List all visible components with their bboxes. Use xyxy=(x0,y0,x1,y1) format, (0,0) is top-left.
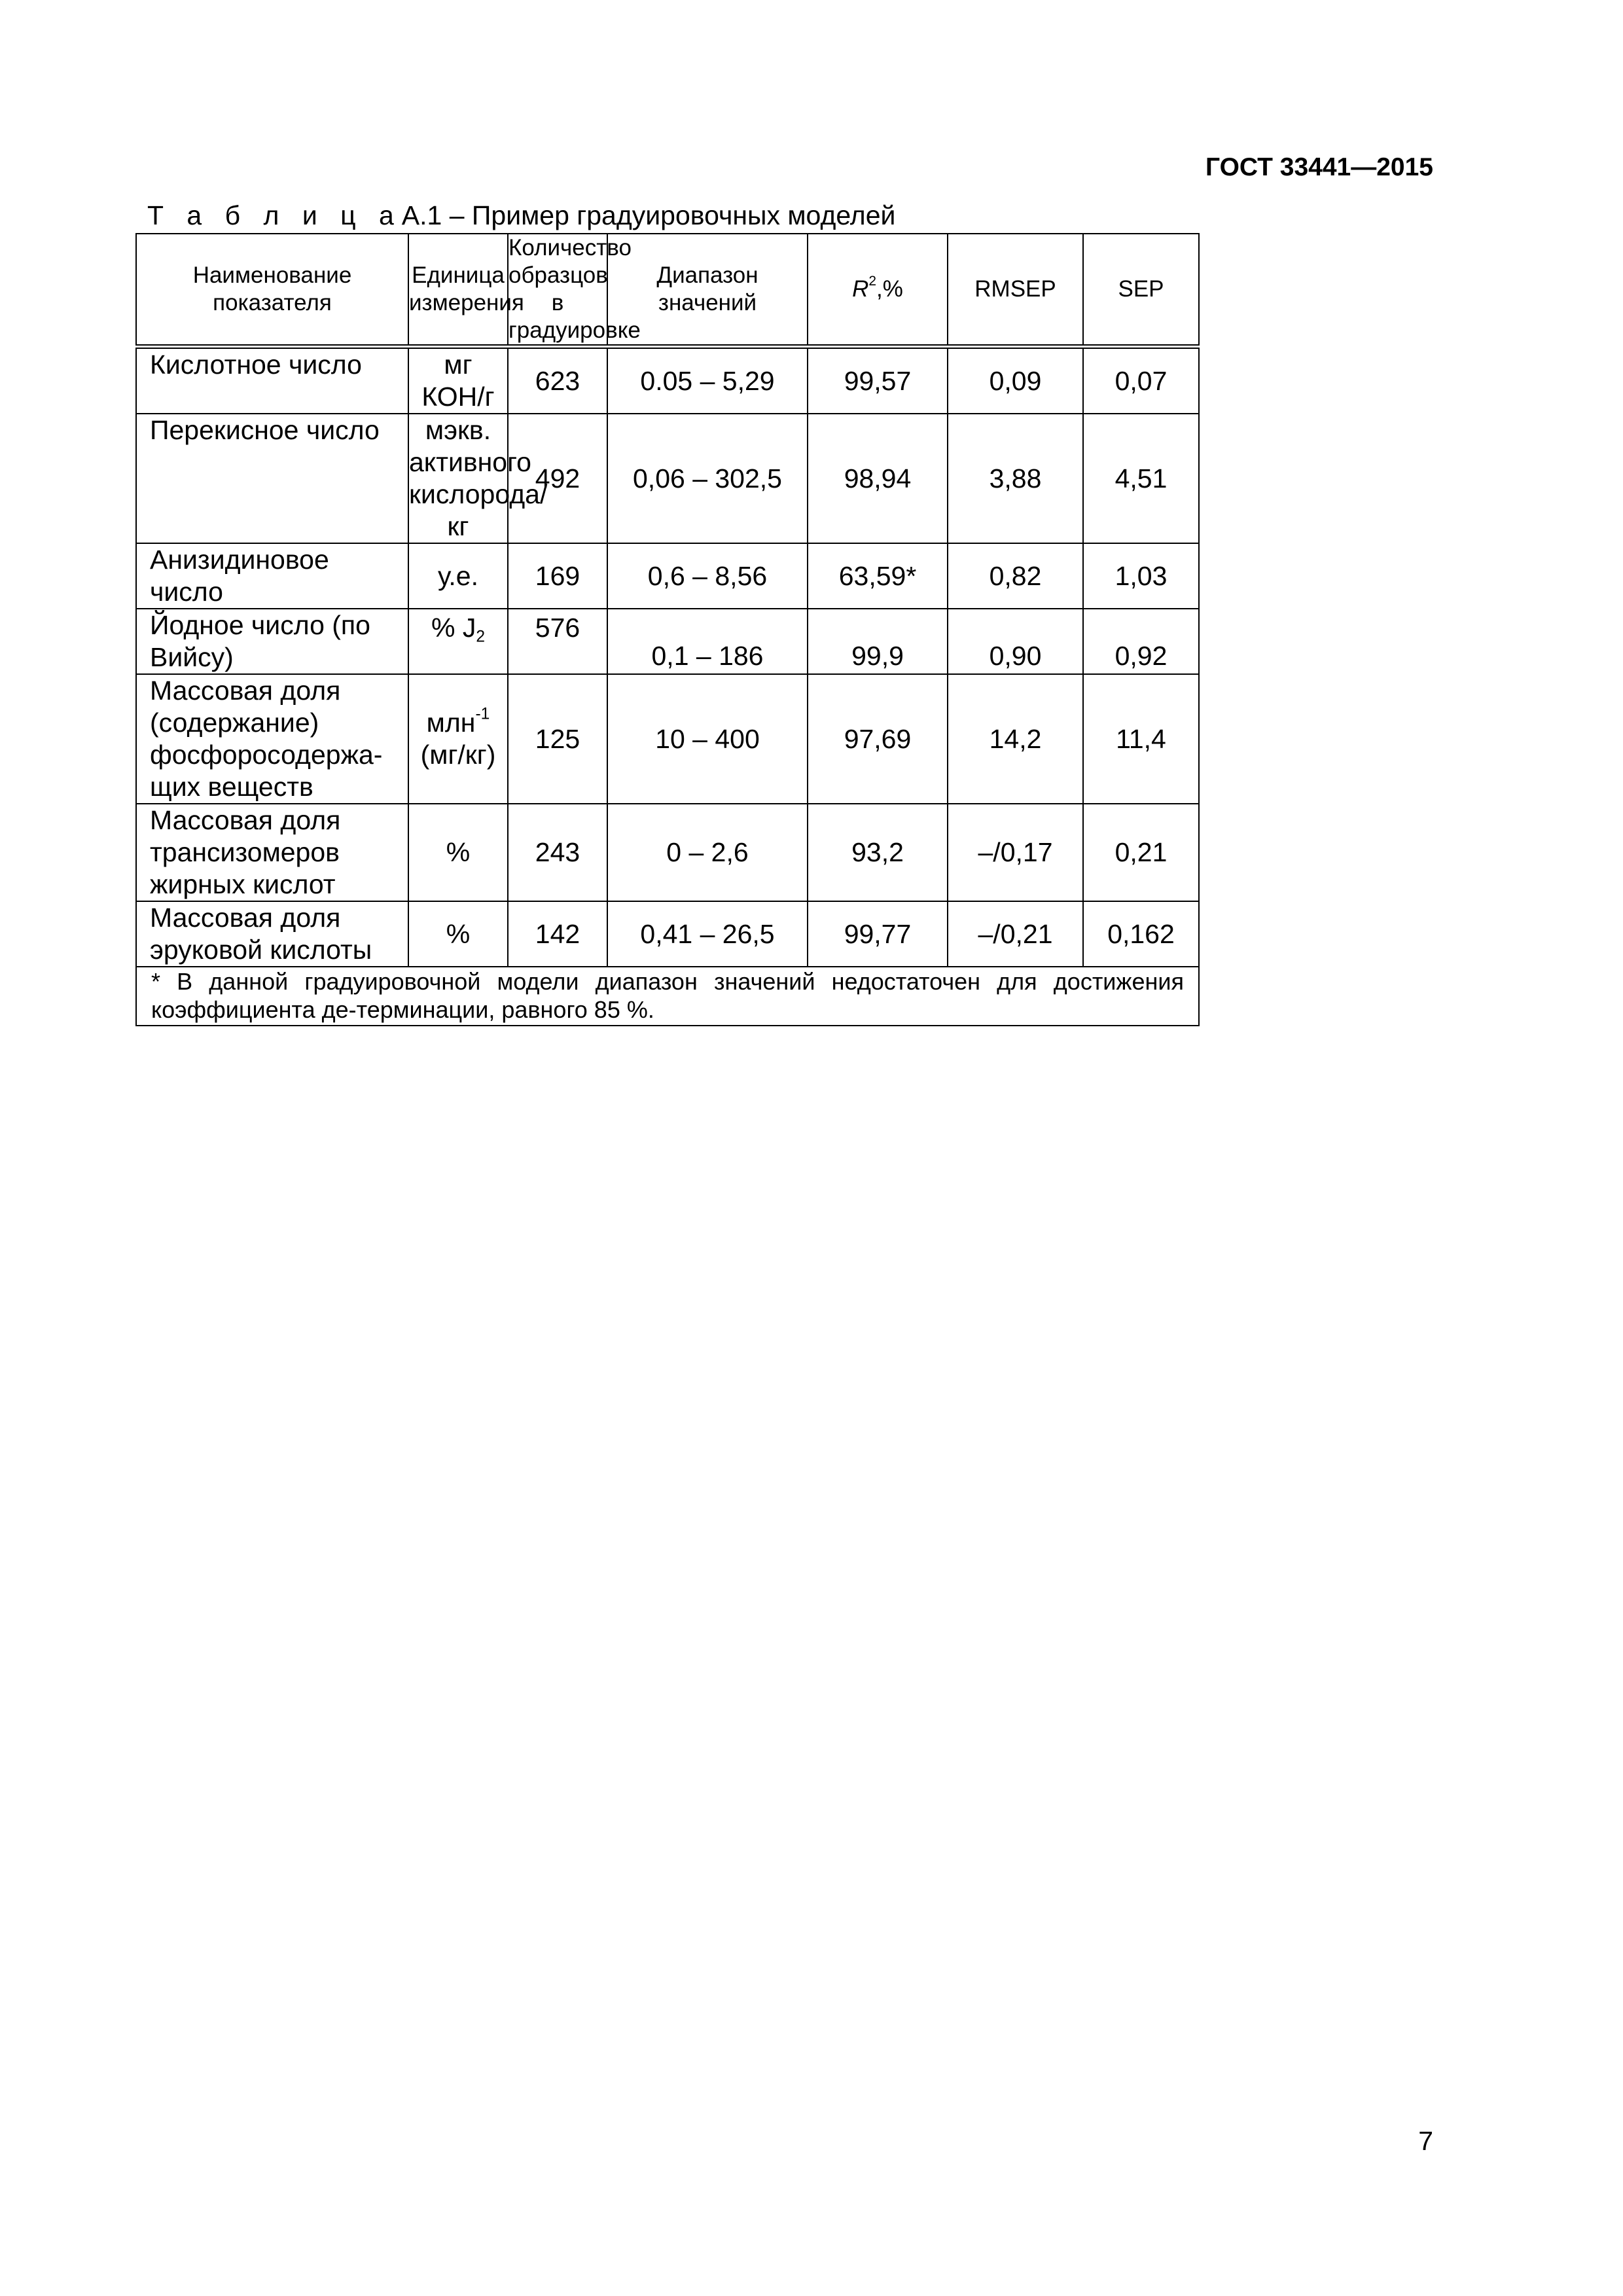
row-count: 142 xyxy=(508,901,607,967)
row-name: Перекисное число xyxy=(136,414,408,543)
header-r2 xyxy=(808,234,948,347)
standard-id: ГОСТ 33441—2015 xyxy=(1205,153,1433,181)
table-header-row xyxy=(136,234,1422,347)
header-name: Наименование показателя xyxy=(136,234,408,347)
row-range: 0,6 – 8,56 xyxy=(607,543,808,609)
row-name: Йодное число (по Вийсу) xyxy=(136,609,408,674)
row-r2: 98,94 xyxy=(808,414,948,543)
row-r2: 93,2 xyxy=(808,804,948,901)
row-range: 0,1 – 186 xyxy=(607,609,808,674)
table-row xyxy=(136,414,1422,543)
header-r2-superscript: 2 xyxy=(868,274,877,289)
table-footnote: * В данной градуировочной модели диапазон значений недостаточен для достижения коэффициента де-терминации, равного 85 %. xyxy=(136,967,1199,1026)
row-unit: % xyxy=(408,901,508,967)
table-row xyxy=(136,804,1422,901)
row-r2: 99,9 xyxy=(808,609,948,674)
row-r2: 99,57 xyxy=(808,347,948,414)
row-rmsep: –/0,21 xyxy=(948,901,1083,967)
row-sep: 4,51 xyxy=(1083,414,1199,543)
row-unit xyxy=(408,609,508,674)
row-unit-superscript: -1 xyxy=(475,705,490,723)
row-unit: у.е. xyxy=(408,543,508,609)
row-name: Массовая доля (содержание) фосфоросодержа-щих веществ xyxy=(136,674,408,804)
row-name: Массовая доля трансизомеров жирных кислот xyxy=(136,804,408,901)
table-row xyxy=(136,347,1422,414)
row-name: Кислотное число xyxy=(136,347,408,414)
row-name: Анизидиновое число xyxy=(136,543,408,609)
table-row xyxy=(136,901,1422,967)
table-row xyxy=(136,543,1422,609)
row-rmsep: 14,2 xyxy=(948,674,1083,804)
row-sep: 0,07 xyxy=(1083,347,1199,414)
row-sep: 0,21 xyxy=(1083,804,1199,901)
header-unit: Единица измерения xyxy=(408,234,508,347)
row-unit-main: млн xyxy=(426,708,476,738)
row-unit xyxy=(408,674,508,804)
header-r2-suffix: ,% xyxy=(876,276,903,302)
header-sep: SEP xyxy=(1083,234,1199,347)
row-unit: % xyxy=(408,804,508,901)
table-footnote-row xyxy=(136,967,1422,1026)
row-rmsep: 0,82 xyxy=(948,543,1083,609)
table-caption-prefix: Т а б л и ц а xyxy=(147,200,402,230)
row-count: 169 xyxy=(508,543,607,609)
header-rmsep: RMSEP xyxy=(948,234,1083,347)
row-name: Массовая доля эруковой кислоты xyxy=(136,901,408,967)
row-rmsep: 3,88 xyxy=(948,414,1083,543)
row-unit-rest: (мг/кг) xyxy=(420,740,496,770)
row-sep: 1,03 xyxy=(1083,543,1199,609)
row-count: 623 xyxy=(508,347,607,414)
table-row xyxy=(136,609,1422,674)
row-unit-subscript: 2 xyxy=(476,628,486,646)
header-range: Диапазон значений xyxy=(607,234,808,347)
row-range: 0,41 – 26,5 xyxy=(607,901,808,967)
row-range: 0 – 2,6 xyxy=(607,804,808,901)
row-r2: 63,59* xyxy=(808,543,948,609)
table-caption xyxy=(147,200,895,231)
calibration-models-table xyxy=(135,233,1423,1026)
row-rmsep: 0,90 xyxy=(948,609,1083,674)
row-unit: мг КОН/г xyxy=(408,347,508,414)
row-count: 125 xyxy=(508,674,607,804)
row-sep: 11,4 xyxy=(1083,674,1199,804)
row-range: 0.05 – 5,29 xyxy=(607,347,808,414)
row-r2: 97,69 xyxy=(808,674,948,804)
row-count: 243 xyxy=(508,804,607,901)
table-caption-text: А.1 – Пример градуировочных моделей xyxy=(401,200,896,230)
page-number: 7 xyxy=(1418,2126,1433,2156)
row-unit-main: % J xyxy=(431,613,476,643)
row-count: 492 xyxy=(508,414,607,543)
row-range: 10 – 400 xyxy=(607,674,808,804)
header-r2-symbol: R xyxy=(852,276,869,302)
row-sep: 0,92 xyxy=(1083,609,1199,674)
calibration-table-container xyxy=(135,233,1423,1026)
row-unit: мэкв. активного кислорода/кг xyxy=(408,414,508,543)
row-range: 0,06 – 302,5 xyxy=(607,414,808,543)
row-count: 576 xyxy=(508,609,607,674)
row-r2: 99,77 xyxy=(808,901,948,967)
row-sep: 0,162 xyxy=(1083,901,1199,967)
table-row xyxy=(136,674,1422,804)
header-count: Количество образцов в градуировке xyxy=(508,234,607,347)
row-rmsep: 0,09 xyxy=(948,347,1083,414)
row-rmsep: –/0,17 xyxy=(948,804,1083,901)
